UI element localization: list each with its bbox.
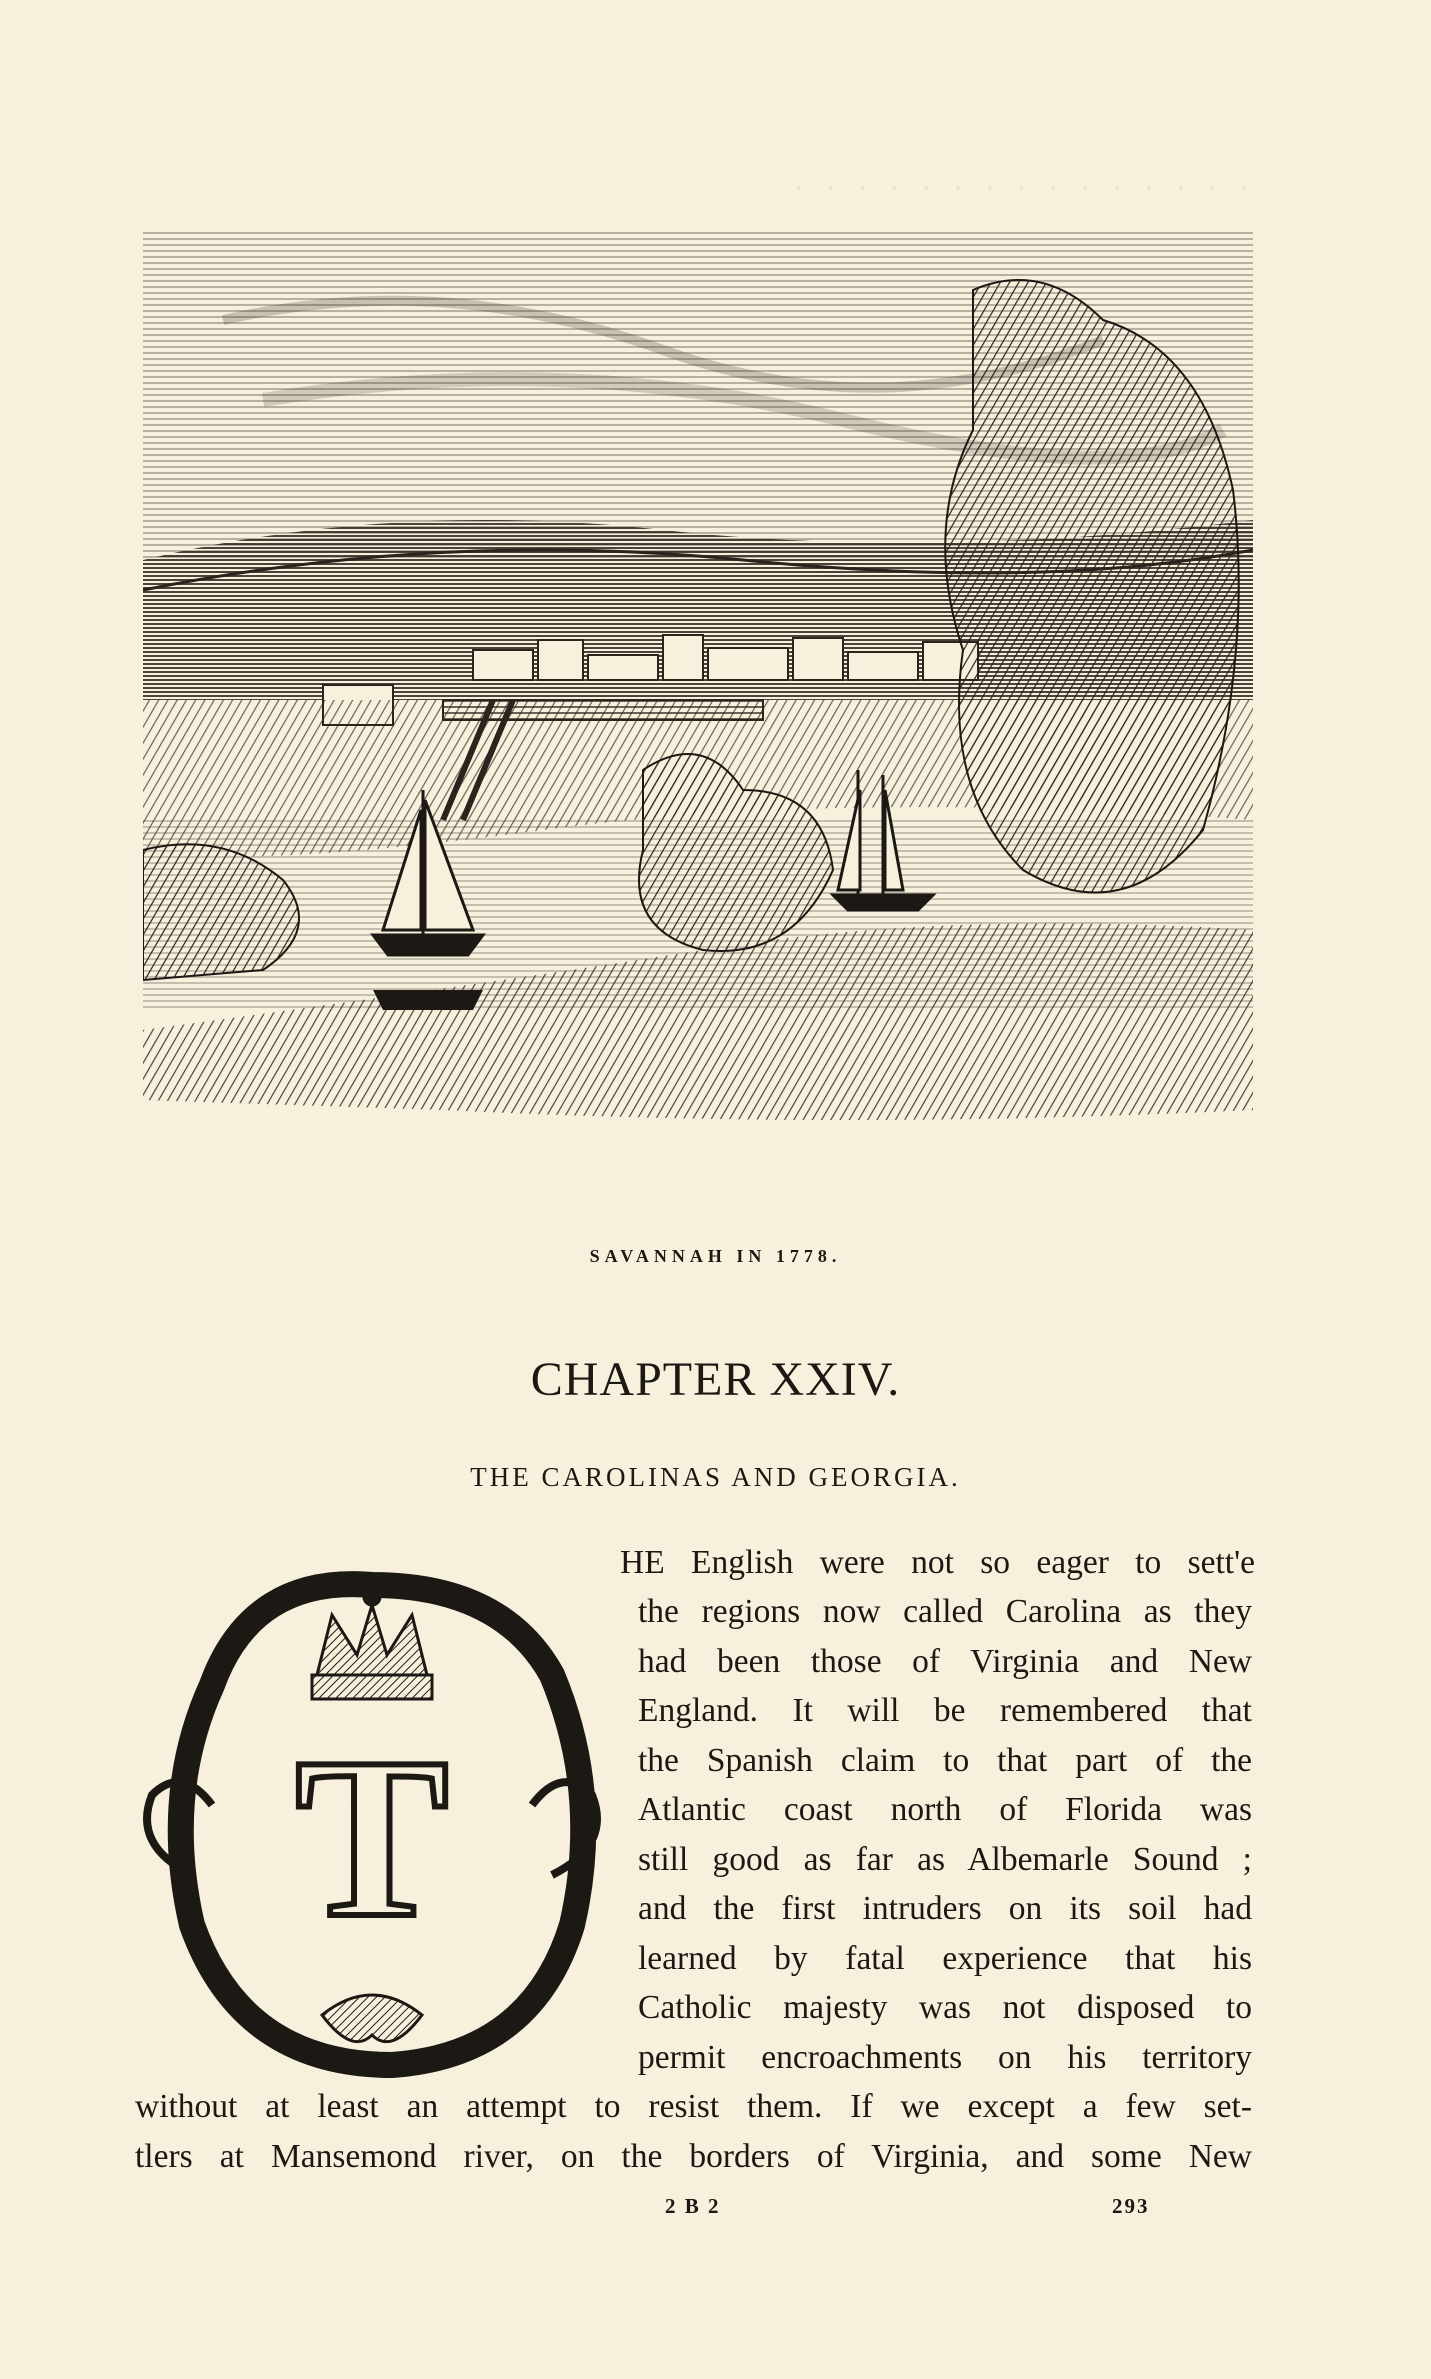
savannah-engraving [143, 230, 1253, 1230]
rowboat [373, 990, 483, 1010]
body-line: learned by fatal experience that his [638, 1940, 1252, 1977]
body-line: Catholic majesty was not disposed to [638, 1989, 1252, 2026]
crown-icon [312, 1589, 432, 1699]
body-line: and the first intruders on its soil had [638, 1890, 1252, 1927]
body-line: without at least an attempt to resist them. If we except a few set- [135, 2088, 1252, 2125]
chapter-title: CHAPTER XXIV. [530, 1353, 901, 1406]
page-number: 293 [1112, 2194, 1150, 2218]
ornamental-drop-cap [132, 1545, 612, 2085]
body-line: Atlantic coast north of Florida was [638, 1791, 1252, 1828]
illustration-caption: SAVANNAH IN 1778. [589, 1246, 842, 1266]
body-line: tlers at Mansemond river, on the borders of Virginia, and some New [135, 2138, 1252, 2175]
body-line: permit encroachments on his territory [638, 2039, 1252, 2076]
body-line: had been those of Virginia and New [638, 1643, 1252, 1680]
bleed-through-text: · · · · · · · · · · · · · · · [787, 170, 1250, 207]
signature-mark: 2 B 2 [665, 2194, 721, 2218]
body-line: the Spanish claim to that part of the [638, 1742, 1252, 1779]
body-line: HE English were not so eager to sett'e [620, 1544, 1255, 1581]
body-line: England. It will be remembered that [638, 1692, 1252, 1729]
body-line: the regions now called Carolina as they [638, 1593, 1252, 1630]
body-line: still good as far as Albemarle Sound ; [638, 1841, 1252, 1878]
chapter-subtitle: THE CAROLINAS AND GEORGIA. [470, 1462, 961, 1492]
drop-cap-letter: T [295, 1710, 449, 1965]
